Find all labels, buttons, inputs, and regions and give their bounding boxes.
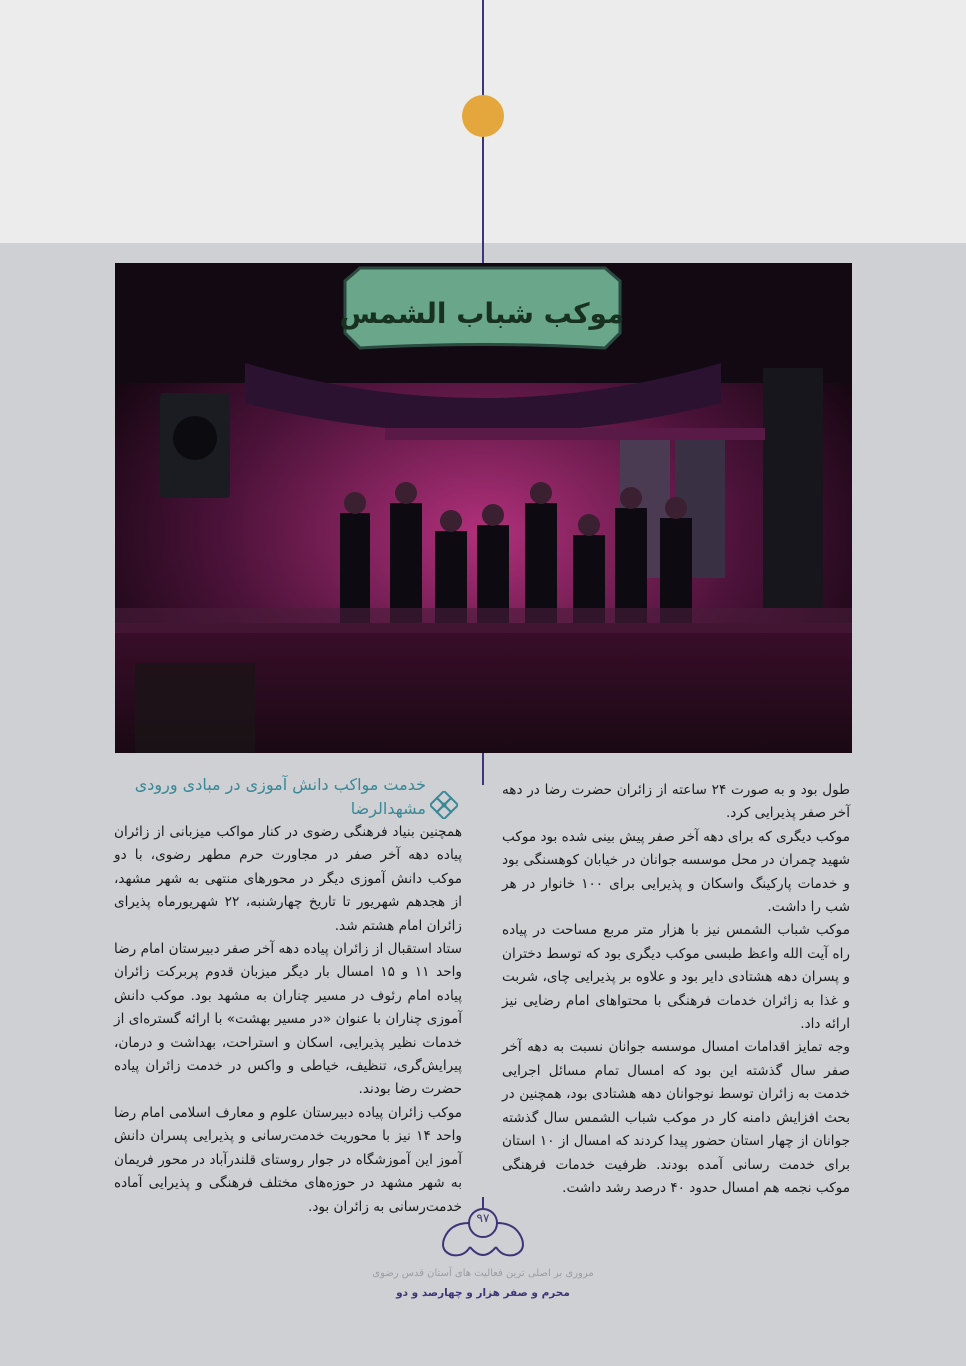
footer-publication-title: مروری بر اصلی ترین فعالیت های آستان قدس رضوی	[372, 1268, 594, 1279]
section-heading-line2: مشهدالرضا	[350, 799, 426, 818]
footer-issue-date: محرم و صفر هزار و چهارصد و دو	[396, 1287, 570, 1299]
gold-circle-ornament	[462, 95, 504, 137]
photo-illustration	[115, 263, 852, 753]
section-heading-line1: خدمت مواکب دانش آموزی در مبادی ورودی	[134, 775, 426, 794]
paragraph: موکب دیگری که برای دهه آخر صفر پیش بینی شده بود موکب شهید چمران در محل موسسه جوانان در خیابان کوهسنگی بود و خدمات پارکینگ واسکان و پذیرایی برای ۱۰۰ خانوار در هر شب را داشت.	[502, 828, 850, 916]
black-pillar	[763, 368, 823, 608]
paragraph: موکب شباب الشمس نیز با هزار متر مربع مساحت در پیاده راه آیت الله واعظ طبسی موکب دیگری بود که توسط دختران و پسران دهه هشتادی دایر بود و علاوه بر پذیرایی چای، شربت و غذا به زائران خدمات فرهنگی با محتواهای امام رضایی نیز ارائه داد.	[502, 922, 850, 1033]
paragraph: همچنین بنیاد فرهنگی رضوی در کنار مواکب میزبانی از زائران پیاده دهه آخر صفر در مجاورت حرم مطهر رضوی، با دو موکب دانش آموزی دیگر در محورهای منتهی به شهر مشهد، از هجدهم شهریور تا تاریخ چهارشنبه، ۲۲ شهریورماه پذیرای زائران امام هشتم شد.	[114, 824, 462, 934]
banner-text: موکب شباب الشمس	[339, 297, 625, 330]
flower-ornament-icon	[430, 791, 458, 819]
mawkib-photo	[115, 263, 852, 753]
paragraph: وجه تمایز اقدامات امسال موسسه جوانان نسبت به دهه آخر صفر سال گذشته این بود که امسال تمام مسائل اجرایی خدمت به زائران توسط نوجوانان دهه هشتادی بود، همچنین در بحث افزایش دامنه کار در موکب شباب الشمس سال گذشته جوانان از چهار استان حضور پیدا کردند که امسال از ۱۰ استان برای خدمت رسانی آمده بودند. ظرفیت خدمات فرهنگی موکب نجمه هم امسال حدود ۴۰ درصد رشد داشت.	[502, 1039, 850, 1196]
page-number-ornament	[430, 1195, 536, 1267]
right-text-column	[502, 779, 850, 1200]
section-heading	[114, 773, 426, 821]
paragraph: ستاد استقبال از زائران پیاده دهه آخر صفر دبیرستان امام رضا واحد ۱۱ و ۱۵ امسال بار دیگر میزبان قدوم پربرکت زائران پیاده امام رئوف در مسیر چناران به مشهد بود. موکب دانش آموزی چناران با عنوان «در مسیر بهشت» با ارائه گستره‌ای از خدمات نظیر پذیرایی، اسکان و استراحت، بهداشت و درمان، پیرایش‌گری، تنظیف، خیاطی و واکس در خدمت زائران پیاده حضرت رضا بودند.	[114, 941, 462, 1098]
paragraph: موکب زائران پیاده دبیرستان علوم و معارف اسلامی امام رضا واحد ۱۴ نیز با محوریت خدمت‌رسانی و پذیرایی پسران دانش آموز این آموزشگاه در جوار روستای قلندرآباد در محور فریمان به شهر مشهد در حوزه‌های مختلف فرهنگی و پذیرایی آماده خدمت‌رسانی به زائران بود.	[114, 1104, 462, 1215]
page-number: ۹۷	[476, 1211, 490, 1225]
paragraph: طول بود و به صورت ۲۴ ساعته از زائران حضرت رضا در دهه آخر صفر پذیرایی کرد.	[502, 782, 850, 822]
left-text-column	[114, 821, 462, 1219]
